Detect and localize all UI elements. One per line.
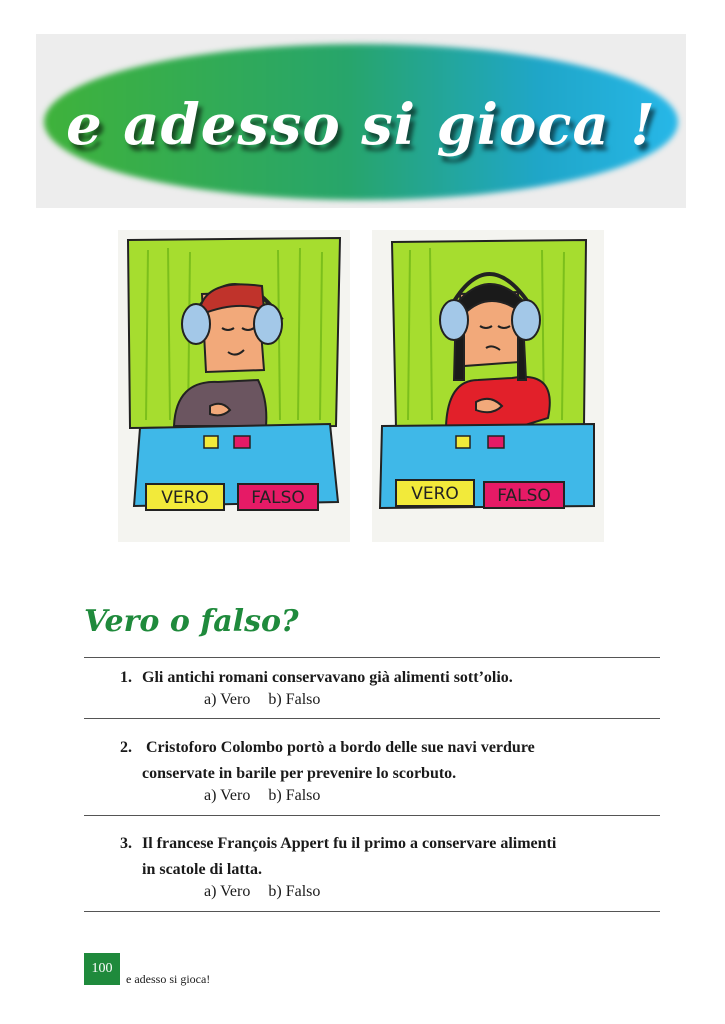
question-text: Il francese François Appert fu il primo a conservare alimenti (142, 835, 557, 852)
option-falso[interactable]: b) Falso (268, 883, 321, 900)
option-vero[interactable]: a) Vero (204, 787, 251, 804)
question-number: 2. (120, 739, 132, 756)
section-title: Vero o falso? (84, 604, 299, 639)
illustration-girl-quiz (372, 230, 604, 542)
banner-title: e adesso si gioca ! (66, 92, 656, 158)
question-3-options (204, 883, 338, 901)
question-3 (120, 831, 660, 883)
option-vero[interactable]: a) Vero (204, 691, 251, 708)
question-text-continued: conservate in barile per prevenire lo scorbuto. (142, 765, 457, 782)
question-number: 3. (120, 835, 132, 852)
divider (84, 718, 660, 719)
question-1-options (204, 691, 338, 709)
question-2 (120, 735, 660, 787)
question-text: Cristoforo Colombo portò a bordo delle sue navi verdure (146, 739, 535, 756)
title-banner (36, 34, 686, 208)
page-number: 100 (84, 953, 120, 985)
option-vero[interactable]: a) Vero (204, 883, 251, 900)
question-text: Gli antichi romani conservavano già alimenti sott’olio. (142, 669, 513, 686)
footer-text: e adesso si gioca! (126, 972, 211, 986)
question-number: 1. (120, 669, 132, 686)
question-1 (120, 665, 660, 691)
question-text-continued: in scatole di latta. (142, 861, 262, 878)
option-falso[interactable]: b) Falso (268, 691, 321, 708)
divider (84, 657, 660, 658)
divider (84, 911, 660, 912)
falso-label: FALSO (251, 488, 305, 508)
illustration-boy-quiz (118, 230, 350, 542)
vero-label: VERO (161, 488, 209, 508)
falso-label: FALSO (497, 486, 551, 506)
divider (84, 815, 660, 816)
vero-label: VERO (411, 484, 459, 504)
option-falso[interactable]: b) Falso (268, 787, 321, 804)
question-2-options (204, 787, 338, 805)
